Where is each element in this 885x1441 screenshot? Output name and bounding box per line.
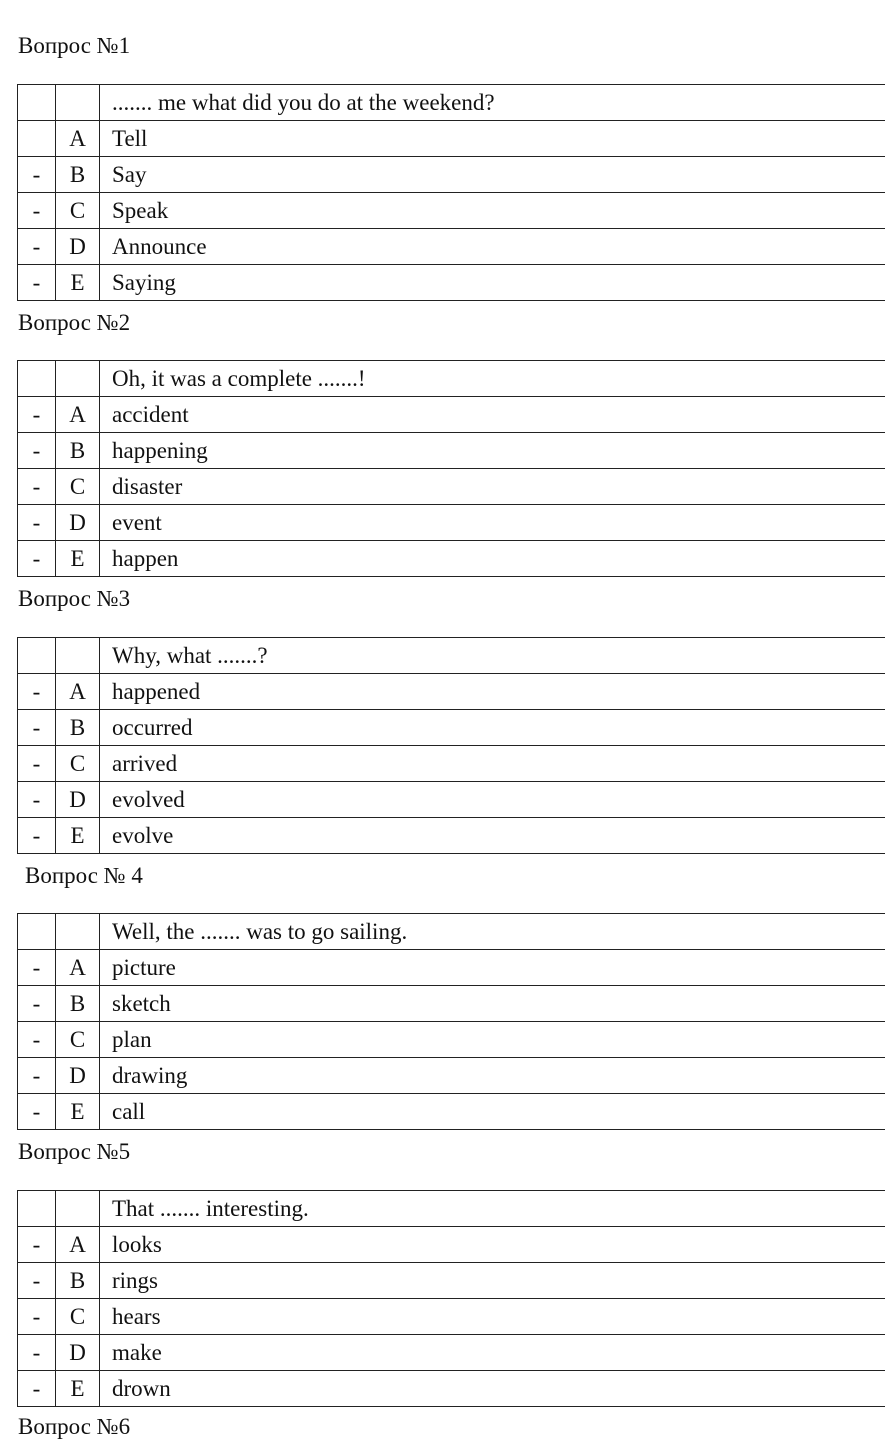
option-text: drown — [100, 1371, 885, 1407]
answer-option — [18, 469, 885, 505]
option-text: event — [100, 505, 885, 541]
answer-option — [18, 1058, 885, 1094]
answer-option — [18, 229, 885, 265]
answer-option — [18, 986, 885, 1022]
option-mark: - — [18, 229, 56, 265]
option-letter: C — [56, 1022, 100, 1058]
option-letter: D — [56, 782, 100, 818]
option-text: happening — [100, 433, 885, 469]
option-text: arrived — [100, 746, 885, 782]
letter-cell — [56, 914, 100, 950]
option-mark: - — [18, 397, 56, 433]
option-text: Announce — [100, 229, 885, 265]
answer-option — [18, 1227, 885, 1263]
answer-option — [18, 674, 885, 710]
question-table — [17, 84, 885, 301]
option-letter: C — [56, 193, 100, 229]
mark-cell — [18, 361, 56, 397]
option-text: Tell — [100, 121, 885, 157]
option-text: plan — [100, 1022, 885, 1058]
answer-option — [18, 505, 885, 541]
option-mark: - — [18, 433, 56, 469]
option-text: Speak — [100, 193, 885, 229]
mark-cell — [18, 914, 56, 950]
option-text: hears — [100, 1299, 885, 1335]
question-prompt: Well, the ....... was to go sailing. — [100, 914, 885, 950]
mark-cell — [18, 638, 56, 674]
question-prompt: Oh, it was a complete .......! — [100, 361, 885, 397]
option-mark: - — [18, 986, 56, 1022]
option-letter: B — [56, 986, 100, 1022]
answer-option — [18, 193, 885, 229]
option-text: evolve — [100, 818, 885, 854]
prompt-row — [18, 85, 885, 121]
option-text: call — [100, 1094, 885, 1130]
option-mark: - — [18, 1335, 56, 1371]
option-letter: B — [56, 433, 100, 469]
option-letter: A — [56, 674, 100, 710]
option-mark: - — [18, 193, 56, 229]
question-heading: Вопрос №6 — [18, 1413, 130, 1441]
option-mark: - — [18, 541, 56, 577]
question-table — [17, 1190, 885, 1407]
option-letter: A — [56, 397, 100, 433]
answer-option — [18, 1335, 885, 1371]
prompt-row — [18, 361, 885, 397]
option-text: looks — [100, 1227, 885, 1263]
mark-cell — [18, 1191, 56, 1227]
letter-cell — [56, 1191, 100, 1227]
option-text: sketch — [100, 986, 885, 1022]
answer-option — [18, 818, 885, 854]
option-letter: C — [56, 746, 100, 782]
answer-option — [18, 710, 885, 746]
question-table — [17, 360, 885, 577]
option-letter: A — [56, 121, 100, 157]
option-text: evolved — [100, 782, 885, 818]
answer-option — [18, 121, 885, 157]
mark-cell — [18, 85, 56, 121]
option-letter: A — [56, 950, 100, 986]
prompt-row — [18, 914, 885, 950]
answer-option — [18, 1263, 885, 1299]
option-text: accident — [100, 397, 885, 433]
question-heading: Вопрос № 4 — [25, 862, 143, 890]
option-mark: - — [18, 1371, 56, 1407]
option-text: Say — [100, 157, 885, 193]
answer-option — [18, 433, 885, 469]
option-mark: - — [18, 469, 56, 505]
option-mark — [18, 121, 56, 157]
answer-option — [18, 397, 885, 433]
option-letter: D — [56, 229, 100, 265]
answer-option — [18, 1371, 885, 1407]
option-mark: - — [18, 950, 56, 986]
answer-option — [18, 782, 885, 818]
option-letter: C — [56, 1299, 100, 1335]
question-prompt: Why, what .......? — [100, 638, 885, 674]
option-mark: - — [18, 1263, 56, 1299]
letter-cell — [56, 638, 100, 674]
option-text: occurred — [100, 710, 885, 746]
option-mark: - — [18, 782, 56, 818]
option-mark: - — [18, 710, 56, 746]
option-letter: E — [56, 265, 100, 301]
option-mark: - — [18, 818, 56, 854]
option-text: make — [100, 1335, 885, 1371]
option-text: rings — [100, 1263, 885, 1299]
option-letter: E — [56, 1371, 100, 1407]
option-mark: - — [18, 746, 56, 782]
option-letter: E — [56, 541, 100, 577]
option-mark: - — [18, 505, 56, 541]
option-mark: - — [18, 1227, 56, 1263]
prompt-row — [18, 1191, 885, 1227]
answer-option — [18, 1299, 885, 1335]
option-text: disaster — [100, 469, 885, 505]
letter-cell — [56, 361, 100, 397]
option-mark: - — [18, 1058, 56, 1094]
option-text: happened — [100, 674, 885, 710]
option-letter: B — [56, 157, 100, 193]
answer-option — [18, 1094, 885, 1130]
letter-cell — [56, 85, 100, 121]
option-letter: C — [56, 469, 100, 505]
option-text: happen — [100, 541, 885, 577]
question-heading: Вопрос №2 — [18, 309, 130, 337]
option-letter: A — [56, 1227, 100, 1263]
question-table — [17, 913, 885, 1130]
option-mark: - — [18, 1094, 56, 1130]
prompt-row — [18, 638, 885, 674]
option-letter: D — [56, 1058, 100, 1094]
option-text: picture — [100, 950, 885, 986]
answer-option — [18, 541, 885, 577]
answer-option — [18, 157, 885, 193]
option-mark: - — [18, 1299, 56, 1335]
question-table — [17, 637, 885, 854]
option-text: drawing — [100, 1058, 885, 1094]
option-mark: - — [18, 674, 56, 710]
option-letter: B — [56, 1263, 100, 1299]
question-heading: Вопрос №5 — [18, 1138, 130, 1166]
answer-option — [18, 950, 885, 986]
option-mark: - — [18, 265, 56, 301]
option-mark: - — [18, 1022, 56, 1058]
option-mark: - — [18, 157, 56, 193]
question-heading: Вопрос №1 — [18, 32, 130, 60]
option-letter: D — [56, 505, 100, 541]
option-text: Saying — [100, 265, 885, 301]
question-prompt: ....... me what did you do at the weekend? — [100, 85, 885, 121]
option-letter: E — [56, 818, 100, 854]
option-letter: D — [56, 1335, 100, 1371]
option-letter: E — [56, 1094, 100, 1130]
question-heading: Вопрос №3 — [18, 585, 130, 613]
question-prompt: That ....... interesting. — [100, 1191, 885, 1227]
answer-option — [18, 1022, 885, 1058]
answer-option — [18, 265, 885, 301]
answer-option — [18, 746, 885, 782]
option-letter: B — [56, 710, 100, 746]
